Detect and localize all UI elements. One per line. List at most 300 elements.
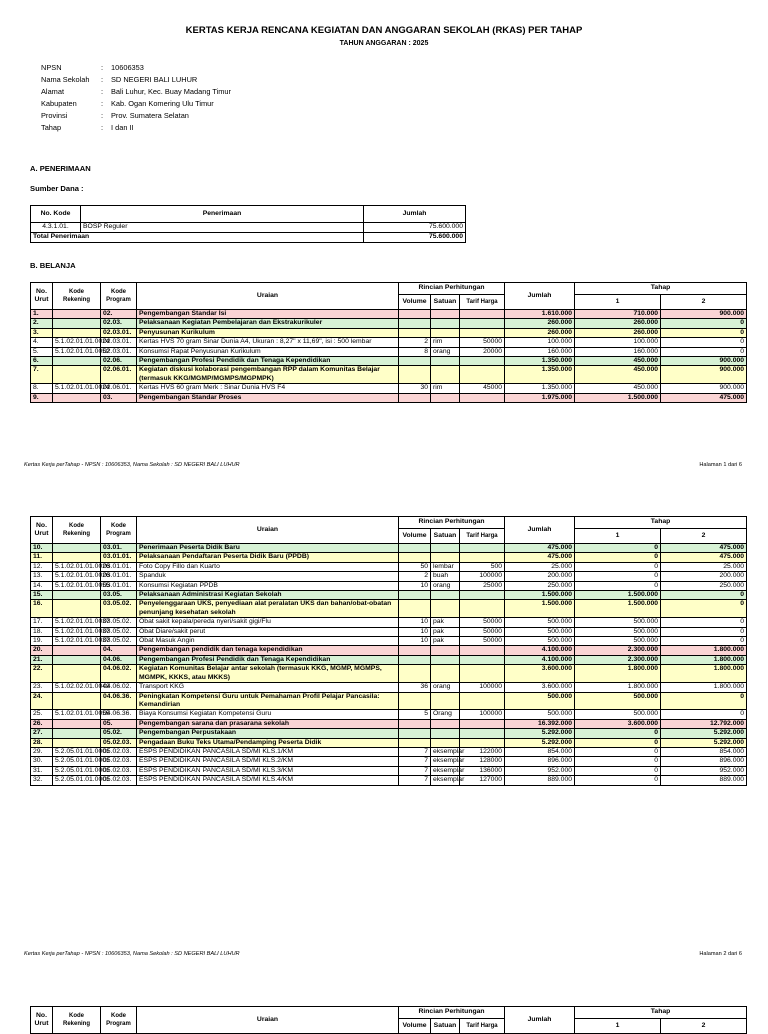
total-row (31, 233, 466, 243)
cell-satuan (431, 591, 460, 600)
cell-kode-rekening: 5.1.02.01.01.0026 (53, 572, 101, 581)
cell-tahap-2: 0 (661, 627, 747, 636)
cell-uraian: Kegiatan diskusi kolaborasi pengembangan RPP dalam Komunitas Belajar (termasuk KKG/MGMP/MGMPS/MGPMPK) (137, 366, 399, 384)
cell-volume (399, 357, 431, 366)
cell-kode-program: 03.01.01. (101, 581, 137, 590)
cell-tahap-2: 854.000 (661, 747, 747, 756)
cell-satuan (431, 665, 460, 683)
cell-volume (399, 319, 431, 328)
header-no-urut: No. Urut (31, 283, 53, 310)
cell-tahap-2: 0 (661, 328, 747, 337)
cell-kode-program: 02.03.01. (101, 328, 137, 337)
info-row (41, 86, 231, 98)
cell-tahap-2: 0 (661, 319, 747, 328)
cell-uraian: Pengembangan sarana dan prasarana sekolah (137, 719, 399, 728)
cell-satuan (431, 553, 460, 562)
cell-tahap-1: 500.000 (575, 692, 661, 710)
header-kode-program: Kode Program (101, 517, 137, 544)
belanja-table-page-2 (30, 516, 747, 786)
cell-no-urut: 15. (31, 591, 53, 600)
cell-tahap-1: 500.000 (575, 627, 661, 636)
header-kode-rekening: Kode Rekening (53, 517, 101, 544)
cell-tahap-2: 0 (661, 692, 747, 710)
cell-tarif (460, 553, 505, 562)
cell-tarif: 50000 (460, 637, 505, 646)
cell-uraian: Biaya Konsumsi Kegiatan Kompetensi Guru (137, 710, 399, 719)
cell-uraian: Pelaksanaan Kegiatan Pembelajaran dan Ekstrakurikuler (137, 319, 399, 328)
cell-tarif (460, 591, 505, 600)
cell-uraian: ESPS PENDIDIKAN PANCASILA SD/MI KLS.2/KM (137, 757, 399, 766)
cell-tarif (460, 719, 505, 728)
cell-uraian: Obat sakit kepala/pereda nyeri/sakit gigi/Flu (137, 618, 399, 627)
cell-kode-rekening (53, 646, 101, 655)
cell-volume: 30 (399, 384, 431, 393)
cell-no-urut: 24. (31, 692, 53, 710)
cell-uraian: Pengembangan Profesi Pendidik dan Tenaga Kependidikan (137, 357, 399, 366)
cell-no-urut: 32. (31, 776, 53, 785)
header-kode-rekening: Kode Rekening (53, 1007, 101, 1034)
cell-tahap-2: 900.000 (661, 310, 747, 319)
cell-volume (399, 738, 431, 747)
table-row (31, 572, 747, 581)
cell-jumlah: 1.500.000 (505, 600, 575, 618)
info-label: Nama Sekolah (41, 75, 90, 84)
cell-no-urut: 31. (31, 766, 53, 775)
cell-tarif (460, 692, 505, 710)
cell-kode: 4.3.1.01. (31, 223, 81, 233)
footer-left-page-1: Kertas Kerja perTahap - NPSN : 10606353, Nama Sekolah : SD NEGERI BALI LUHUR (24, 462, 240, 468)
info-colon: : (101, 99, 104, 108)
cell-tahap-2: 900.000 (661, 384, 747, 393)
cell-tahap-2: 250.000 (661, 581, 747, 590)
cell-volume (399, 366, 431, 384)
cell-satuan (431, 393, 460, 402)
cell-uraian: Spanduk (137, 572, 399, 581)
cell-jumlah: 896.000 (505, 757, 575, 766)
header-rincian: Rincian Perhitungan (399, 1007, 505, 1019)
cell-no-urut: 18. (31, 627, 53, 636)
header-uraian: Uraian (137, 1007, 399, 1034)
cell-volume: 10 (399, 637, 431, 646)
cell-kode-program: 03.01. (101, 544, 137, 553)
cell-volume: 10 (399, 627, 431, 636)
cell-kode-rekening: 5.1.02.01.01.0037 (53, 637, 101, 646)
cell-uraian: ESPS PENDIDIKAN PANCASILA SD/MI KLS.1/KM (137, 747, 399, 756)
info-row (41, 110, 231, 122)
header-jumlah: Jumlah (505, 1007, 575, 1034)
info-label: Kabupaten (41, 99, 77, 108)
header-rincian: Rincian Perhitungan (399, 283, 505, 295)
cell-jumlah: 3.600.000 (505, 683, 575, 692)
cell-jumlah: 5.292.000 (505, 738, 575, 747)
cell-volume (399, 544, 431, 553)
table-row (31, 319, 747, 328)
cell-volume (399, 692, 431, 710)
cell-volume: 7 (399, 757, 431, 766)
section-penerimaan-heading: A. PENERIMAAN (30, 164, 91, 173)
info-row (41, 122, 231, 134)
cell-tarif (460, 600, 505, 618)
header-rincian: Rincian Perhitungan (399, 517, 505, 529)
cell-volume: 2 (399, 338, 431, 347)
cell-volume: 2 (399, 572, 431, 581)
cell-tahap-2: 0 (661, 591, 747, 600)
cell-tarif (460, 393, 505, 402)
cell-kode-program: 02.03. (101, 319, 137, 328)
cell-tahap-1: 1.800.000 (575, 683, 661, 692)
info-row (41, 62, 231, 74)
cell-jumlah: 1.350.000 (505, 366, 575, 384)
header-no-kode: No. Kode (31, 206, 81, 223)
cell-tahap-1: 0 (575, 581, 661, 590)
cell-no-urut: 5. (31, 347, 53, 356)
cell-kode-program: 05.02.03. (101, 738, 137, 747)
cell-kode-rekening (53, 328, 101, 337)
cell-no-urut: 6. (31, 357, 53, 366)
cell-kode-program: 02.06. (101, 357, 137, 366)
cell-tarif (460, 665, 505, 683)
cell-volume (399, 328, 431, 337)
cell-tahap-1: 500.000 (575, 637, 661, 646)
table-row (31, 618, 747, 627)
cell-kode-rekening (53, 393, 101, 402)
table-row (31, 719, 747, 728)
table-row (31, 357, 747, 366)
cell-tahap-2: 25.000 (661, 562, 747, 571)
cell-kode-rekening: 5.1.02.01.01.0052 (53, 347, 101, 356)
cell-tarif: 20000 (460, 347, 505, 356)
cell-kode-rekening: 5.1.02.01.01.0055 (53, 581, 101, 590)
table-row (31, 223, 466, 233)
cell-tahap-2: 889.000 (661, 776, 747, 785)
cell-kode-program: 03.05.02. (101, 600, 137, 618)
cell-kode-rekening (53, 310, 101, 319)
cell-tarif: 45000 (460, 384, 505, 393)
cell-satuan: rim (431, 384, 460, 393)
cell-kode-program: 03.05.02. (101, 637, 137, 646)
cell-kode-program: 05.02.03. (101, 747, 137, 756)
info-label: Tahap (41, 123, 62, 132)
info-label: NPSN (41, 63, 62, 72)
cell-kode-rekening (53, 719, 101, 728)
cell-no-urut: 2. (31, 319, 53, 328)
cell-kode-program: 05.02.03. (101, 776, 137, 785)
cell-jumlah: 1.350.000 (505, 357, 575, 366)
cell-satuan (431, 310, 460, 319)
info-colon: : (101, 75, 104, 84)
cell-uraian: Kegiatan Komunitas Belajar antar sekolah (termasuk KKG, MGMP, MGMPS, MGMPK, KKKS, atau MKKS) (137, 665, 399, 683)
table-row (31, 338, 747, 347)
header-no-urut: No. Urut (31, 1007, 53, 1034)
cell-volume (399, 655, 431, 664)
cell-volume: 7 (399, 766, 431, 775)
cell-tahap-2: 475.000 (661, 544, 747, 553)
cell-tarif (460, 544, 505, 553)
cell-tarif: 127000 (460, 776, 505, 785)
cell-tahap-1: 0 (575, 544, 661, 553)
belanja-table-body (31, 544, 747, 786)
cell-satuan: orang (431, 683, 460, 692)
cell-no-urut: 13. (31, 572, 53, 581)
cell-volume (399, 646, 431, 655)
cell-kode-rekening: 5.1.02.01.01.0026 (53, 562, 101, 571)
total-jumlah: 75.600.000 (364, 233, 466, 243)
cell-no-urut: 28. (31, 738, 53, 747)
cell-tahap-1: 160.000 (575, 347, 661, 356)
cell-volume: 7 (399, 776, 431, 785)
cell-tahap-1: 0 (575, 738, 661, 747)
cell-satuan (431, 357, 460, 366)
cell-tarif (460, 357, 505, 366)
cell-jumlah: 1.610.000 (505, 310, 575, 319)
cell-tarif (460, 310, 505, 319)
table-row (31, 366, 747, 384)
cell-jumlah: 1.350.000 (505, 384, 575, 393)
cell-satuan: buah (431, 572, 460, 581)
cell-satuan (431, 366, 460, 384)
cell-uraian: Penyusunan Kurikulum (137, 328, 399, 337)
cell-kode-rekening (53, 357, 101, 366)
cell-satuan: rim (431, 338, 460, 347)
belanja-table-page-3 (30, 1006, 747, 1034)
cell-tahap-2: 0 (661, 618, 747, 627)
cell-kode-rekening: 5.1.02.01.01.0037 (53, 618, 101, 627)
cell-tahap-1: 1.800.000 (575, 665, 661, 683)
cell-no-urut: 25. (31, 710, 53, 719)
table-row (31, 738, 747, 747)
info-label: Alamat (41, 87, 65, 96)
cell-volume (399, 553, 431, 562)
cell-kode-program: 02.06.01. (101, 384, 137, 393)
cell-satuan: pak (431, 637, 460, 646)
cell-tahap-2: 896.000 (661, 757, 747, 766)
header-tahap-2: 2 (661, 1019, 747, 1034)
cell-tahap-2: 1.800.000 (661, 665, 747, 683)
table-row (31, 683, 747, 692)
header-jumlah: Jumlah (505, 283, 575, 310)
cell-kode-program: 05. (101, 719, 137, 728)
cell-jumlah: 100.000 (505, 338, 575, 347)
cell-tahap-2: 0 (661, 338, 747, 347)
cell-no-urut: 8. (31, 384, 53, 393)
cell-no-urut: 30. (31, 757, 53, 766)
info-value: SD NEGERI BALI LUHUR (111, 75, 198, 84)
table-row (31, 591, 747, 600)
cell-uraian: Transport KKG (137, 683, 399, 692)
cell-satuan (431, 719, 460, 728)
cell-volume: 7 (399, 747, 431, 756)
table-row (31, 347, 747, 356)
cell-no-urut: 14. (31, 581, 53, 590)
cell-kode-rekening (53, 655, 101, 664)
cell-uraian: Pelaksanaan Administrasi Kegiatan Sekolah (137, 591, 399, 600)
header-jumlah: Jumlah (505, 517, 575, 544)
cell-uraian: Pelaksanaan Pendaftaran Peserta Didik Baru (PPDB) (137, 553, 399, 562)
cell-kode-program: 03.01.01. (101, 553, 137, 562)
cell-kode-program: 03.05.02. (101, 618, 137, 627)
cell-jumlah: 952.000 (505, 766, 575, 775)
info-row (41, 98, 231, 110)
cell-kode-program: 04.06. (101, 655, 137, 664)
header-kode-program: Kode Program (101, 283, 137, 310)
cell-uraian: Konsumsi Kegiatan PPDB (137, 581, 399, 590)
header-satuan: Satuan (431, 295, 460, 310)
cell-kode-rekening: 5.1.02.02.01.0042 (53, 683, 101, 692)
cell-no-urut: 29. (31, 747, 53, 756)
table-row (31, 776, 747, 785)
table-row (31, 328, 747, 337)
cell-jumlah: 500.000 (505, 627, 575, 636)
cell-kode-rekening: 5.1.02.01.01.0024 (53, 338, 101, 347)
cell-tarif: 128000 (460, 757, 505, 766)
footer-left-page-2: Kertas Kerja perTahap - NPSN : 10606353, Nama Sekolah : SD NEGERI BALI LUHUR (24, 951, 240, 957)
cell-kode-rekening (53, 544, 101, 553)
cell-jumlah: 500.000 (505, 618, 575, 627)
cell-kode-program: 04.06.02. (101, 683, 137, 692)
cell-tarif: 136000 (460, 766, 505, 775)
info-row (41, 74, 231, 86)
cell-tahap-2: 0 (661, 710, 747, 719)
cell-kode-rekening (53, 729, 101, 738)
cell-satuan: eksemplar (431, 757, 460, 766)
document-subtitle: TAHUN ANGGARAN : 2025 (339, 40, 429, 47)
cell-kode-program: 03. (101, 393, 137, 402)
cell-kode-rekening: 5.1.02.01.01.0024 (53, 384, 101, 393)
table-row (31, 600, 747, 618)
cell-satuan: eksemplar (431, 776, 460, 785)
cell-no-urut: 22. (31, 665, 53, 683)
cell-tahap-2: 900.000 (661, 366, 747, 384)
school-info (41, 62, 231, 134)
cell-tahap-2: 12.792.000 (661, 719, 747, 728)
cell-uraian: Penyelenggaraan UKS, penyediaan alat peralatan UKS dan bahan/obat-obatan penunjang kesehatan sekolah (137, 600, 399, 618)
cell-volume: 36 (399, 683, 431, 692)
cell-uraian: Kertas HVS 70 gram Sinar Dunia A4, Ukuran : 8,27" x 11,69", isi : 500 lembar (137, 338, 399, 347)
cell-uraian: Pengembangan Perpustakaan (137, 729, 399, 738)
table-row (31, 562, 747, 571)
cell-tahap-2: 900.000 (661, 357, 747, 366)
header-volume: Volume (399, 1019, 431, 1034)
cell-satuan (431, 738, 460, 747)
cell-volume: 10 (399, 618, 431, 627)
cell-tarif: 50000 (460, 627, 505, 636)
cell-tahap-2: 0 (661, 600, 747, 618)
cell-kode-rekening: 5.2.05.01.01.0001 (53, 757, 101, 766)
cell-volume (399, 665, 431, 683)
header-satuan: Satuan (431, 529, 460, 544)
cell-tahap-2: 0 (661, 637, 747, 646)
cell-tahap-2: 1.800.000 (661, 655, 747, 664)
cell-kode-program: 04.06.36. (101, 692, 137, 710)
cell-tahap-1: 1.500.000 (575, 591, 661, 600)
cell-volume (399, 393, 431, 402)
cell-jumlah: 3.600.000 (505, 665, 575, 683)
cell-jumlah: 854.000 (505, 747, 575, 756)
header-satuan: Satuan (431, 1019, 460, 1034)
cell-satuan: Orang (431, 710, 460, 719)
cell-satuan (431, 646, 460, 655)
header-tahap-1: 1 (575, 295, 661, 310)
cell-kode-program: 04.06.02. (101, 665, 137, 683)
cell-jumlah: 200.000 (505, 572, 575, 581)
cell-kode-program: 05.02.03. (101, 766, 137, 775)
cell-kode-program: 02. (101, 310, 137, 319)
cell-tahap-1: 0 (575, 562, 661, 571)
cell-kode-program: 04.06.36. (101, 710, 137, 719)
cell-no-urut: 17. (31, 618, 53, 627)
cell-tahap-1: 0 (575, 776, 661, 785)
cell-no-urut: 3. (31, 328, 53, 337)
cell-jumlah: 260.000 (505, 319, 575, 328)
cell-kode-rekening (53, 600, 101, 618)
cell-uraian: Peningkatan Kompetensi Guru untuk Pemahaman Profil Pelajar Pancasila: Kemandirian (137, 692, 399, 710)
cell-no-urut: 23. (31, 683, 53, 692)
cell-no-urut: 20. (31, 646, 53, 655)
cell-kode-program: 03.05. (101, 591, 137, 600)
cell-uraian: Kertas HVS 60 gram Merk : Sinar Dunia HVS F4 (137, 384, 399, 393)
cell-kode-rekening (53, 319, 101, 328)
header-tahap-1: 1 (575, 1019, 661, 1034)
table-row (31, 581, 747, 590)
header-tahap-2: 2 (661, 295, 747, 310)
info-colon: : (101, 111, 104, 120)
cell-tahap-1: 0 (575, 766, 661, 775)
table-row (31, 747, 747, 756)
cell-kode-rekening: 5.1.02.01.01.0037 (53, 627, 101, 636)
footer-page-number-1: Halaman 1 dari 6 (699, 462, 742, 468)
cell-satuan (431, 600, 460, 618)
cell-tahap-2: 475.000 (661, 553, 747, 562)
header-uraian: Uraian (137, 517, 399, 544)
cell-volume (399, 600, 431, 618)
cell-jumlah: 4.100.000 (505, 655, 575, 664)
table-row (31, 766, 747, 775)
cell-tahap-2: 1.800.000 (661, 646, 747, 655)
cell-no-urut: 19. (31, 637, 53, 646)
table-row (31, 553, 747, 562)
cell-tarif (460, 646, 505, 655)
cell-tahap-1: 0 (575, 729, 661, 738)
cell-tahap-1: 260.000 (575, 319, 661, 328)
cell-tahap-2: 5.292.000 (661, 738, 747, 747)
cell-kode-rekening (53, 366, 101, 384)
header-kode-program: Kode Program (101, 1007, 137, 1034)
cell-tahap-1: 1.500.000 (575, 393, 661, 402)
header-kode-rekening: Kode Rekening (53, 283, 101, 310)
table-row (31, 310, 747, 319)
cell-tahap-1: 100.000 (575, 338, 661, 347)
cell-kode-rekening (53, 692, 101, 710)
table-row (31, 757, 747, 766)
cell-tarif: 50000 (460, 338, 505, 347)
cell-tahap-1: 500.000 (575, 710, 661, 719)
cell-volume (399, 310, 431, 319)
cell-jumlah: 260.000 (505, 328, 575, 337)
info-value: 10606353 (111, 63, 144, 72)
info-value: I dan II (111, 123, 134, 132)
section-belanja-heading: B. BELANJA (30, 261, 76, 270)
cell-no-urut: 7. (31, 366, 53, 384)
header-no-urut: No. Urut (31, 517, 53, 544)
cell-no-urut: 11. (31, 553, 53, 562)
cell-tahap-1: 710.000 (575, 310, 661, 319)
table-row (31, 393, 747, 402)
cell-kode-program: 02.03.01. (101, 347, 137, 356)
cell-volume (399, 719, 431, 728)
cell-kode-rekening (53, 665, 101, 683)
cell-tahap-1: 500.000 (575, 618, 661, 627)
cell-kode-rekening: 5.2.05.01.01.0001 (53, 776, 101, 785)
